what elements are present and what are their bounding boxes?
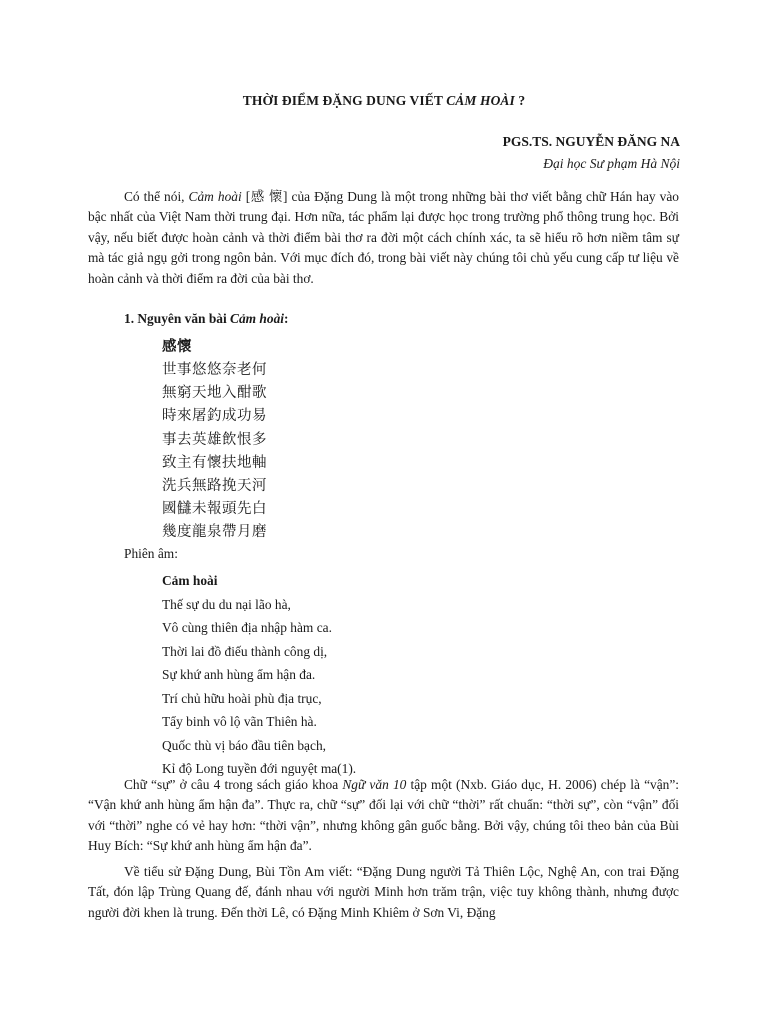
heading-text: 1. Nguyên văn bài [124,311,231,326]
han-poem-line: 無窮天地入酣歌 [162,385,267,401]
title-work-name: CẢM HOÀI [446,93,515,108]
section-heading [124,311,288,327]
phien-am-title: Cảm hoài [162,573,218,588]
phien-am-line: Vô cùng thiên địa nhập hàm ca. [162,620,332,635]
intro-work-name: Cảm hoài [188,189,242,204]
commentary-paragraph [88,775,679,857]
phien-am-line: Thế sự du du nại lão hà, [162,597,291,612]
title-text: THỜI ĐIỂM ĐẶNG DUNG VIẾT [242,93,447,108]
han-poem-title: 感懷 [162,339,192,355]
han-poem-line: 國讎未報頭先白 [162,501,267,517]
heading-colon: : [284,311,289,326]
biography-paragraph: Về tiểu sử Đặng Dung, Bùi Tồn Am viết: “Đặng Dung người Tả Thiên Lộc, Nghệ An, con trai Đặng Tất, đón lập Trùng Quang đế, đánh nhau với người Minh hơn trăm trận, việc tuy không thành, nhưng được người đời khen là trung. Đến thời Lê, có Đặng Minh Khiêm ở Sơn Vi, Đặng [88,864,679,920]
han-poem-line: 時來屠釣成功易 [162,408,267,424]
intro-text-rest: [感 懷] của Đặng Dung là một trong những bài thơ viết bằng chữ Hán hay vào bậc nhất của Việt Nam thời trung đại. Hơn nữa, tác phẩm lại được học trong trường phổ thông trung học. Bởi vậy, nếu biết được hoàn cảnh và thời điểm bài thơ ra đời một cách chính xác, ta sẽ hiểu rõ hơn niềm tâm sự mà tác giả ngụ gởi trong ngôn bản. Với mục đích đó, trong bài viết này chúng tôi chủ yếu cung cấp tư liệu về hoàn cảnh và thời điểm ra đời của bài thơ. [88,189,679,286]
han-poem-line: 致主有懷扶地軸 [162,455,267,471]
commentary-text-rest: tập một (Nxb. Giáo dục, H. 2006) chép là “vận”: “Vận khứ anh hùng ẩm hận đa”. Thực ra, chữ “sự” đối lại với chữ “thời” rất chuẩn: “thời sự”, còn “vận” đối với “thời” nghe có vẻ hay hơn: “thời vận”, nhưng không gân guốc bằng. Bởi vậy, chúng tôi theo bản của Bùi Huy Bích: “Sự khứ anh hùng ẩm hận đa”. [88,777,680,854]
phien-am-line: Quốc thù vị báo đầu tiên bạch, [162,738,326,753]
phien-am-line: Thời lai đồ điếu thành công dị, [162,644,328,659]
phien-am-line: Kỉ độ Long tuyền đới nguyệt ma(1). [162,761,357,776]
intro-text-start: Có thể nói, [124,189,189,204]
commentary-text-start: Chữ “sự” ở câu 4 trong sách giáo khoa [124,777,343,792]
han-poem-line: 洗兵無路挽天河 [162,478,267,494]
phien-am-line: Sự khứ anh hùng ẩm hận đa. [162,667,316,682]
han-poem-line: 事去英雄飲恨多 [162,432,267,448]
phien-am-line: Tẩy binh vô lộ vãn Thiên hà. [162,714,317,729]
han-poem-line: 幾度龍泉帶月磨 [162,524,267,540]
article-title [0,93,768,109]
commentary-book-name: Ngữ văn 10 [342,777,407,792]
phien-am-line: Trí chủ hữu hoài phù địa trục, [162,691,322,706]
heading-work-name: Cảm hoài [230,311,284,326]
intro-paragraph [88,187,679,289]
author-name: PGS.TS. NGUYỄN ĐĂNG NA [502,134,680,149]
title-question-mark: ? [514,93,526,108]
phien-am-label: Phiên âm: [124,546,178,561]
han-poem-line: 世事悠悠奈老何 [162,362,267,378]
author-affiliation: Đại học Sư phạm Hà Nội [543,156,680,171]
